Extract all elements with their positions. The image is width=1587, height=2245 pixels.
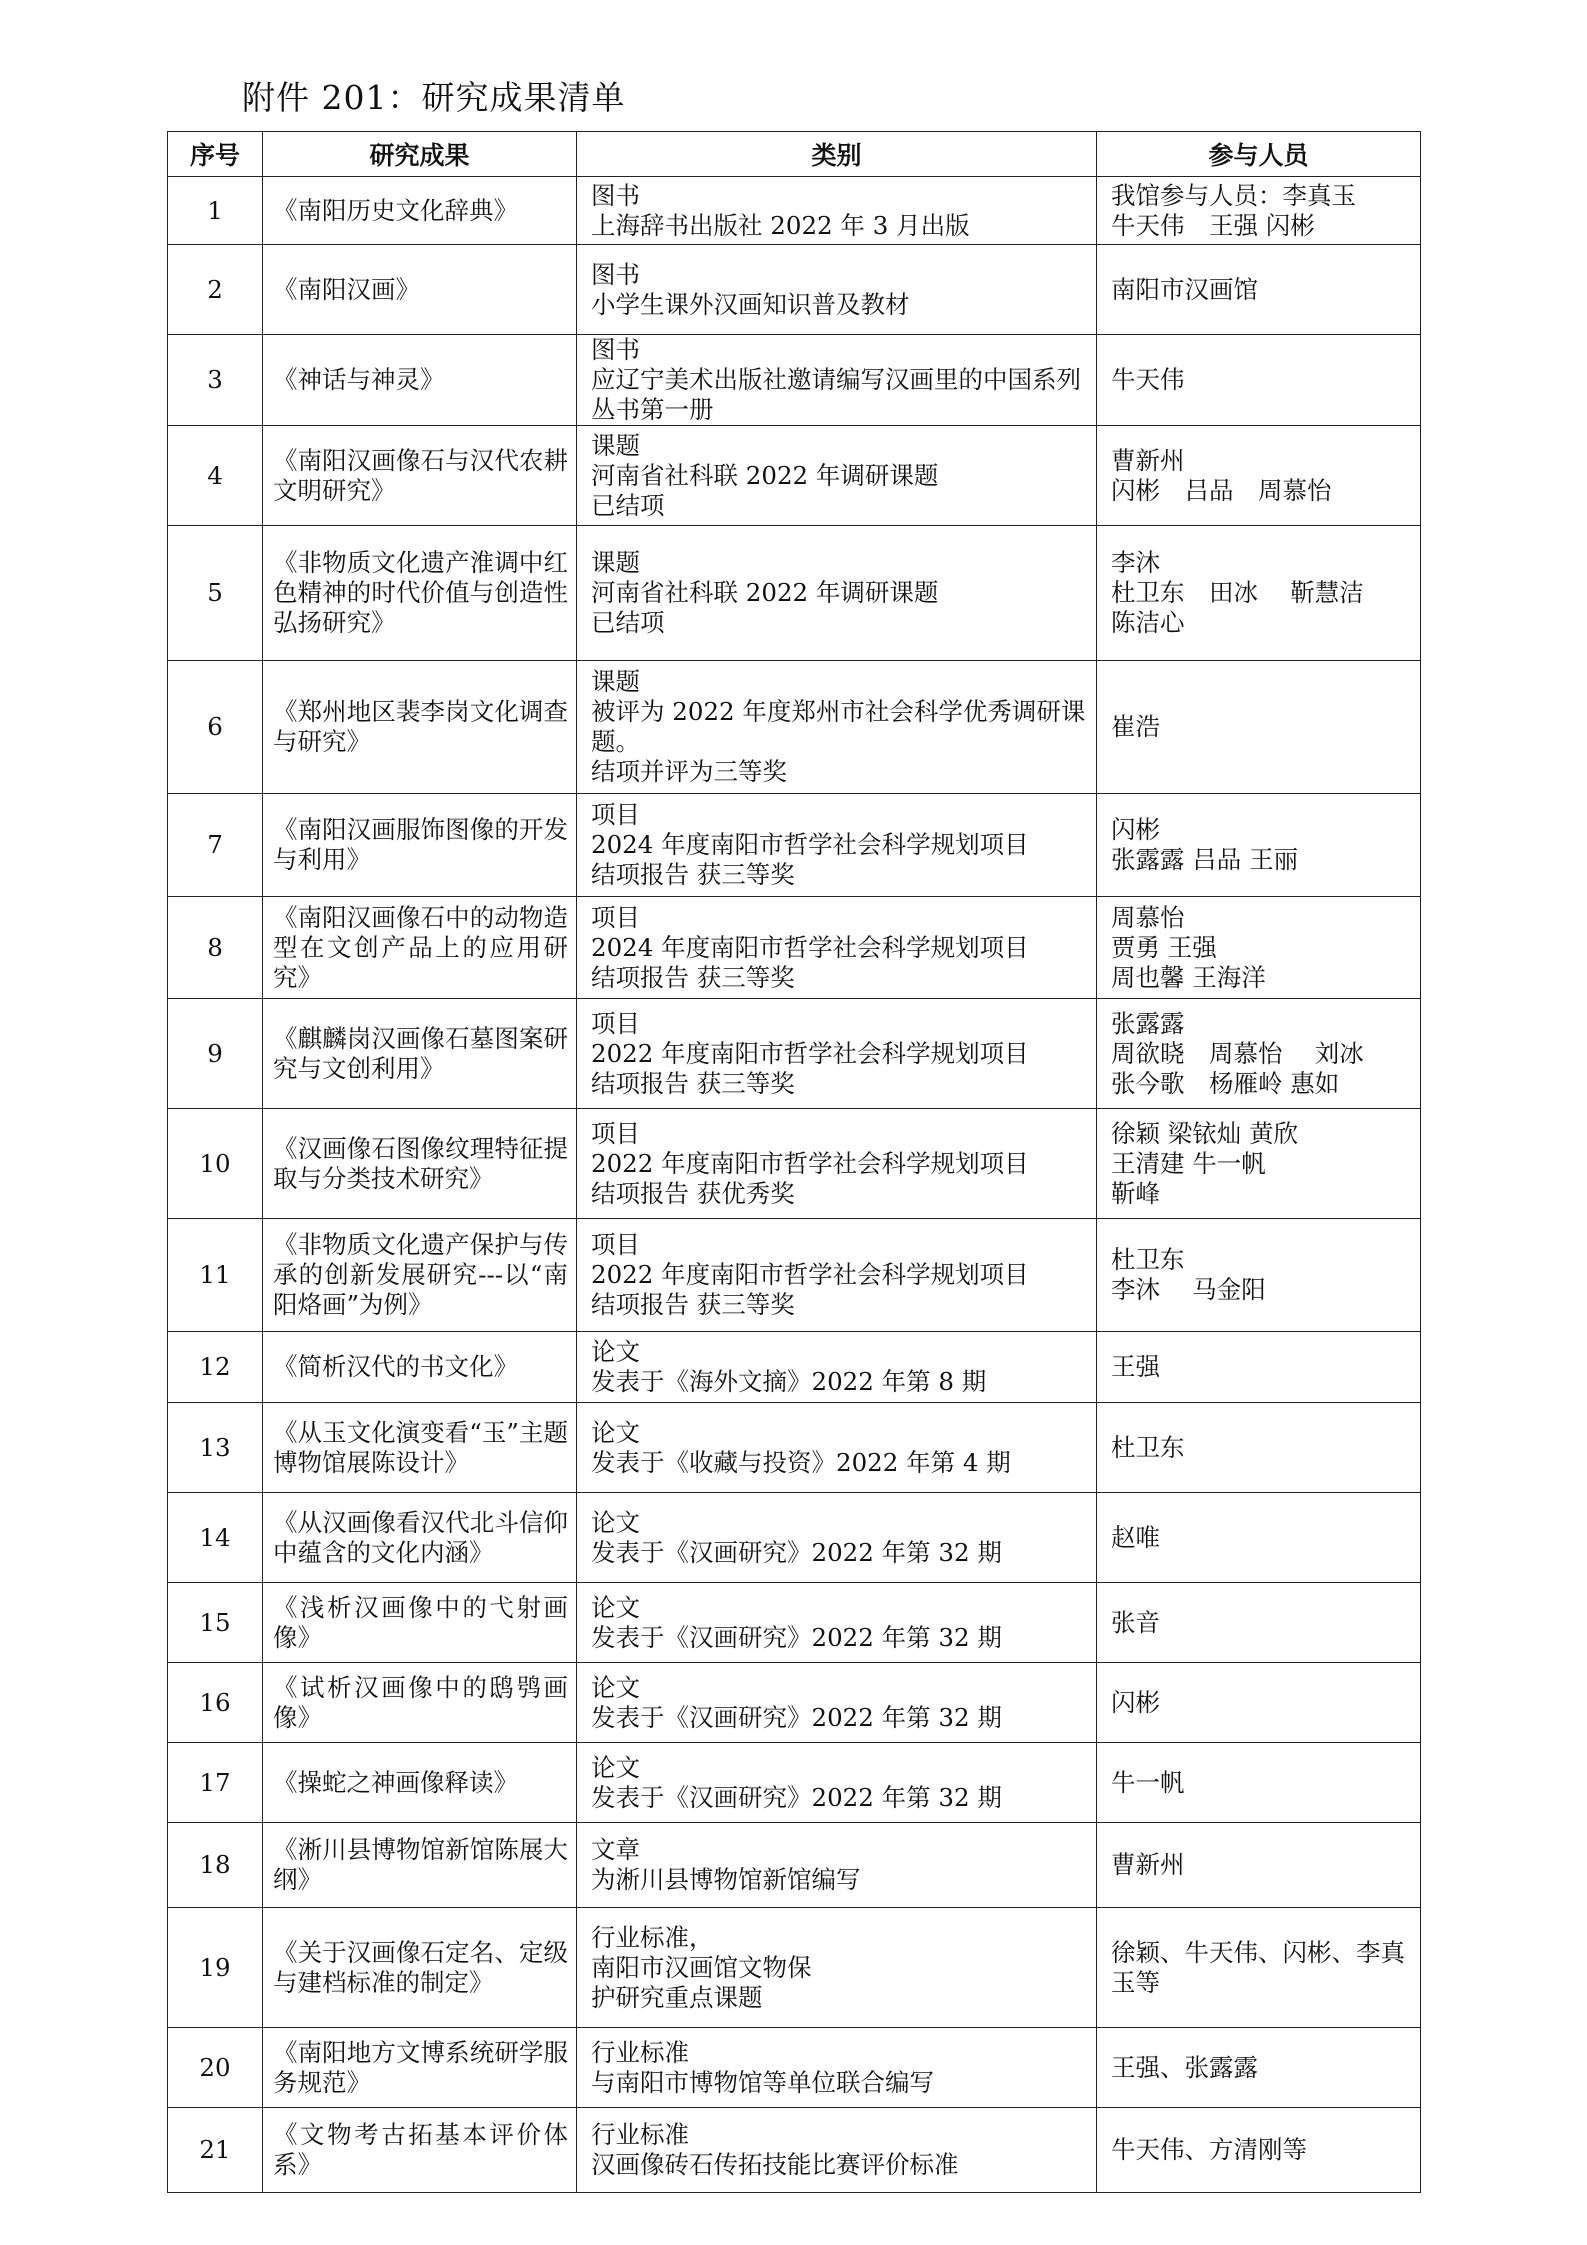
row-title: 《关于汉画像石定名、定级与建档标准的制定》 — [263, 1908, 577, 2028]
category-line: 图书 — [591, 259, 640, 289]
category-line: 论文 — [591, 1507, 640, 1537]
row-category — [577, 999, 1097, 1109]
people-line: 牛天伟、方清刚等 — [1111, 2135, 1307, 2164]
row-category — [577, 2108, 1097, 2193]
row-title: 《郑州地区裴李岗文化调查与研究》 — [263, 661, 577, 794]
row-people — [1097, 897, 1421, 999]
people-line: 闪彬 — [1111, 1687, 1160, 1717]
category-line: 小学生课外汉画知识普及教材 — [591, 289, 910, 319]
row-number: 6 — [168, 661, 263, 794]
table-row — [168, 2028, 1421, 2108]
people-line: 张露露 吕品 王丽 — [1111, 845, 1299, 874]
table-row — [168, 1908, 1421, 2028]
category-line: 论文 — [591, 1752, 640, 1782]
category-line: 发表于《汉画研究》2022 年第 32 期 — [591, 1782, 1002, 1812]
category-line: 行业标准 — [591, 2120, 689, 2149]
people-line: 张音 — [1111, 1607, 1160, 1637]
people-line: 牛天伟 — [1111, 365, 1185, 394]
people-line: 闪彬 — [1111, 815, 1160, 844]
row-category — [577, 335, 1097, 426]
row-title: 《操蛇之神画像释读》 — [263, 1743, 577, 1823]
row-category — [577, 794, 1097, 897]
category-line: 发表于《汉画研究》2022 年第 32 期 — [591, 1702, 1002, 1732]
category-line: 南阳市汉画馆文物保 — [591, 1952, 812, 1982]
row-category — [577, 1332, 1097, 1403]
row-people — [1097, 794, 1421, 897]
results-table — [167, 131, 1421, 2193]
row-people — [1097, 1403, 1421, 1493]
page-title: 附件 201：研究成果清单 — [242, 78, 626, 117]
category-line: 图书 — [591, 180, 640, 210]
row-category — [577, 1583, 1097, 1663]
row-people — [1097, 335, 1421, 426]
people-line: 王清建 牛一帆 — [1111, 1148, 1266, 1178]
category-line: 结项报告 获三等奖 — [591, 860, 795, 889]
category-line: 2024 年度南阳市哲学社会科学规划项目 — [591, 932, 1029, 962]
row-people — [1097, 245, 1421, 335]
category-line: 课题 — [591, 667, 640, 696]
category-line: 发表于《汉画研究》2022 年第 32 期 — [591, 1537, 1002, 1567]
category-line: 课题 — [591, 548, 640, 577]
people-line: 贾勇 王强 — [1111, 932, 1217, 962]
table-row — [168, 897, 1421, 999]
people-line: 杜卫东 田冰 靳慧洁 — [1111, 578, 1364, 607]
row-number: 21 — [168, 2108, 263, 2193]
people-line: 杜卫东 — [1111, 1432, 1185, 1462]
row-people — [1097, 1332, 1421, 1403]
row-title: 《从玉文化演变看“玉”主题博物馆展陈设计》 — [263, 1403, 577, 1493]
row-people — [1097, 1493, 1421, 1583]
people-line: 周欲晓 周慕怡 刘冰 — [1111, 1038, 1364, 1068]
row-title: 《南阳地方文博系统研学服务规范》 — [263, 2028, 577, 2108]
people-line: 崔浩 — [1111, 712, 1160, 741]
category-line: 论文 — [591, 1417, 640, 1447]
row-people — [1097, 999, 1421, 1109]
row-number: 14 — [168, 1493, 263, 1583]
category-line: 发表于《收藏与投资》2022 年第 4 期 — [591, 1447, 1011, 1477]
category-line: 项目 — [591, 1118, 640, 1148]
table-row — [168, 177, 1421, 245]
row-title: 《简析汉代的书文化》 — [263, 1332, 577, 1403]
row-people — [1097, 177, 1421, 245]
category-line: 结项并评为三等奖 — [591, 757, 787, 786]
category-line: 汉画像砖石传拓技能比赛评价标准 — [591, 2150, 959, 2179]
people-line: 李沐 马金阳 — [1111, 1275, 1266, 1304]
row-category — [577, 177, 1097, 245]
people-line: 曹新州 — [1111, 1850, 1185, 1879]
category-line: 发表于《海外文摘》2022 年第 8 期 — [591, 1367, 987, 1396]
row-people — [1097, 1908, 1421, 2028]
row-category — [577, 245, 1097, 335]
people-line: 我馆参与人员：李真玉 — [1111, 180, 1356, 210]
table-row — [168, 1109, 1421, 1219]
category-line: 结项报告 获三等奖 — [591, 962, 795, 992]
category-line: 论文 — [591, 1672, 640, 1702]
people-line: 徐颖 梁铱灿 黄欣 — [1111, 1118, 1299, 1148]
row-people — [1097, 1663, 1421, 1743]
category-line: 2024 年度南阳市哲学社会科学规划项目 — [591, 830, 1029, 859]
category-line: 项目 — [591, 1008, 640, 1038]
category-line: 项目 — [591, 800, 640, 829]
people-line: 王强 — [1111, 1352, 1160, 1381]
row-people — [1097, 526, 1421, 661]
people-line: 牛一帆 — [1111, 1767, 1185, 1797]
people-line: 南阳市汉画馆 — [1111, 274, 1258, 304]
header-category: 类别 — [577, 132, 1097, 177]
row-category — [577, 1663, 1097, 1743]
table-row — [168, 1663, 1421, 1743]
category-line: 已结项 — [591, 490, 665, 520]
row-number: 19 — [168, 1908, 263, 2028]
row-category — [577, 1823, 1097, 1908]
people-line: 牛天伟 王强 闪彬 — [1111, 210, 1315, 240]
category-line: 课题 — [591, 430, 640, 460]
category-line: 论文 — [591, 1337, 640, 1366]
category-line: 结项报告 获优秀奖 — [591, 1178, 795, 1208]
table-row — [168, 1219, 1421, 1332]
row-number: 12 — [168, 1332, 263, 1403]
category-line: 行业标准 — [591, 2037, 689, 2067]
category-line: 河南省社科联 2022 年调研课题 — [591, 460, 939, 490]
row-number: 7 — [168, 794, 263, 897]
category-line: 应辽宁美术出版社邀请编写汉画里的中国系列丛书第一册 — [591, 365, 1081, 424]
row-number: 18 — [168, 1823, 263, 1908]
row-category — [577, 1403, 1097, 1493]
table-row — [168, 1583, 1421, 1663]
row-number: 17 — [168, 1743, 263, 1823]
table-row — [168, 1332, 1421, 1403]
row-title: 《南阳汉画像石中的动物造型在文创产品上的应用研究》 — [263, 897, 577, 999]
category-line: 结项报告 获三等奖 — [591, 1290, 795, 1319]
table-row — [168, 1493, 1421, 1583]
row-number: 5 — [168, 526, 263, 661]
people-line: 杜卫东 — [1111, 1245, 1185, 1274]
table-row — [168, 2108, 1421, 2193]
people-line: 闪彬 吕品 周慕怡 — [1111, 475, 1332, 505]
row-category — [577, 1219, 1097, 1332]
category-line: 2022 年度南阳市哲学社会科学规划项目 — [591, 1148, 1029, 1178]
category-line: 被评为 2022 年度郑州市社会科学优秀调研课题。 — [591, 697, 1086, 756]
row-people — [1097, 426, 1421, 526]
row-number: 9 — [168, 999, 263, 1109]
row-category — [577, 526, 1097, 661]
category-line: 河南省社科联 2022 年调研课题 — [591, 578, 939, 607]
category-line: 已结项 — [591, 608, 665, 637]
category-line: 发表于《汉画研究》2022 年第 32 期 — [591, 1622, 1002, 1652]
header-number: 序号 — [168, 132, 263, 177]
row-number: 3 — [168, 335, 263, 426]
row-title: 《淅川县博物馆新馆陈展大纲》 — [263, 1823, 577, 1908]
row-category — [577, 426, 1097, 526]
row-number: 16 — [168, 1663, 263, 1743]
row-number: 11 — [168, 1219, 263, 1332]
row-category — [577, 1908, 1097, 2028]
people-line: 王强、张露露 — [1111, 2052, 1258, 2082]
category-line: 与南阳市博物馆等单位联合编写 — [591, 2067, 934, 2097]
row-title: 《文物考古拓基本评价体系》 — [263, 2108, 577, 2193]
people-line: 靳峰 — [1111, 1178, 1160, 1208]
people-line: 曹新州 — [1111, 445, 1185, 475]
table-row — [168, 245, 1421, 335]
row-category — [577, 1109, 1097, 1219]
category-line: 项目 — [591, 902, 640, 932]
row-title: 《南阳汉画服饰图像的开发与利用》 — [263, 794, 577, 897]
row-number: 1 — [168, 177, 263, 245]
people-line: 张露露 — [1111, 1008, 1185, 1038]
row-people — [1097, 661, 1421, 794]
row-number: 2 — [168, 245, 263, 335]
row-title: 《南阳汉画像石与汉代农耕文明研究》 — [263, 426, 577, 526]
category-line: 行业标准， — [591, 1922, 714, 1952]
category-line: 论文 — [591, 1592, 640, 1622]
header-people: 参与人员 — [1097, 132, 1421, 177]
row-number: 4 — [168, 426, 263, 526]
category-line: 项目 — [591, 1230, 640, 1259]
row-people — [1097, 1823, 1421, 1908]
row-title: 《浅析汉画像中的弋射画像》 — [263, 1583, 577, 1663]
table-row — [168, 1823, 1421, 1908]
row-number: 13 — [168, 1403, 263, 1493]
category-line: 为淅川县博物馆新馆编写 — [591, 1865, 861, 1894]
row-people — [1097, 1583, 1421, 1663]
row-category — [577, 1493, 1097, 1583]
people-line: 李沐 — [1111, 548, 1160, 577]
table-header-row — [168, 132, 1421, 177]
table-body — [168, 177, 1421, 2193]
people-line: 赵唯 — [1111, 1522, 1160, 1552]
row-number: 20 — [168, 2028, 263, 2108]
table-row — [168, 661, 1421, 794]
header-title: 研究成果 — [263, 132, 577, 177]
row-title: 《试析汉画像中的鸱鸮画像》 — [263, 1663, 577, 1743]
row-title: 《神话与神灵》 — [263, 335, 577, 426]
category-line: 图书 — [591, 335, 640, 364]
category-line: 结项报告 获三等奖 — [591, 1068, 795, 1098]
row-people — [1097, 2028, 1421, 2108]
table-row — [168, 426, 1421, 526]
people-line: 徐颖、牛天伟、闪彬、李真玉等 — [1111, 1937, 1405, 1997]
row-people — [1097, 1219, 1421, 1332]
category-line: 2022 年度南阳市哲学社会科学规划项目 — [591, 1260, 1029, 1289]
row-title: 《南阳历史文化辞典》 — [263, 177, 577, 245]
table-row — [168, 335, 1421, 426]
category-line: 护研究重点课题 — [591, 1982, 763, 2012]
row-people — [1097, 1109, 1421, 1219]
people-line: 陈洁心 — [1111, 608, 1185, 637]
people-line: 张今歌 杨雁岭 惠如 — [1111, 1068, 1340, 1098]
people-line: 周慕怡 — [1111, 902, 1185, 932]
category-line: 2022 年度南阳市哲学社会科学规划项目 — [591, 1038, 1029, 1068]
row-title: 《汉画像石图像纹理特征提取与分类技术研究》 — [263, 1109, 577, 1219]
category-line: 文章 — [591, 1835, 640, 1864]
row-title: 《麒麟岗汉画像石墓图案研究与文创利用》 — [263, 999, 577, 1109]
table-row — [168, 1403, 1421, 1493]
row-number: 15 — [168, 1583, 263, 1663]
row-category — [577, 661, 1097, 794]
table-row — [168, 999, 1421, 1109]
row-title: 《南阳汉画》 — [263, 245, 577, 335]
row-category — [577, 897, 1097, 999]
row-title: 《非物质文化遗产淮调中红色精神的时代价值与创造性弘扬研究》 — [263, 526, 577, 661]
table-row — [168, 1743, 1421, 1823]
row-people — [1097, 1743, 1421, 1823]
row-number: 10 — [168, 1109, 263, 1219]
row-category — [577, 2028, 1097, 2108]
people-line: 周也馨 王海洋 — [1111, 962, 1266, 992]
table-row — [168, 794, 1421, 897]
row-title: 《从汉画像看汉代北斗信仰中蕴含的文化内涵》 — [263, 1493, 577, 1583]
category-line: 上海辞书出版社 2022 年 3 月出版 — [591, 210, 970, 240]
row-number: 8 — [168, 897, 263, 999]
table-row — [168, 526, 1421, 661]
row-title: 《非物质文化遗产保护与传承的创新发展研究---以“南阳烙画”为例》 — [263, 1219, 577, 1332]
row-people — [1097, 2108, 1421, 2193]
row-category — [577, 1743, 1097, 1823]
